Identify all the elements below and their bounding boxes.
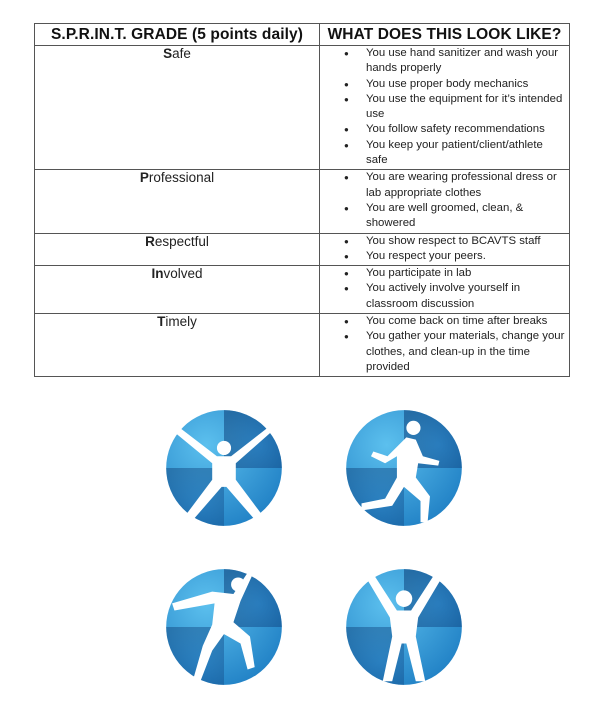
list-item: ● You show respect to BCAVTS staff	[320, 234, 569, 249]
list-item: ● You use proper body mechanics	[320, 77, 569, 92]
details-professional	[320, 170, 570, 233]
row-involved	[35, 266, 570, 314]
header-grade: S.P.R.IN.T. GRADE (5 points daily)	[35, 24, 320, 46]
criterion-respectful: Respectful	[35, 233, 320, 266]
arms-raised-figure-icon	[345, 568, 463, 686]
header-row	[35, 24, 570, 46]
criterion-involved: Involved	[35, 266, 320, 314]
star-jump-figure-icon	[165, 409, 283, 527]
list-item: ● You respect your peers.	[320, 249, 569, 264]
list-item: ● You gather your materials, change your clothes, and clean-up in the time provided	[320, 329, 569, 375]
criterion-safe: Safe	[35, 46, 320, 170]
running-figure-icon	[345, 409, 463, 527]
row-timely	[35, 314, 570, 377]
criterion-timely: Timely	[35, 314, 320, 377]
list-item: ● You keep your patient/client/athlete safe	[320, 138, 569, 169]
details-safe	[320, 46, 570, 170]
list-item: ● You come back on time after breaks	[320, 314, 569, 329]
list-item: ● You participate in lab	[320, 266, 569, 281]
list-item: ● You use the equipment for it’s intended use	[320, 92, 569, 123]
list-item: ● You actively involve yourself in classroom discussion	[320, 281, 569, 312]
header-description: WHAT DOES THIS LOOK LIKE?	[320, 24, 570, 46]
list-item: ● You follow safety recommendations	[320, 122, 569, 137]
sprint-grade-table	[34, 23, 570, 377]
row-professional	[35, 170, 570, 233]
list-item: ● You are wearing professional dress or lab appropriate clothes	[320, 170, 569, 201]
list-item: ● You use hand sanitizer and wash your hands properly	[320, 46, 569, 77]
list-item: ● You are well groomed, clean, & showered	[320, 201, 569, 232]
row-respectful	[35, 233, 570, 266]
criterion-professional: Professional	[35, 170, 320, 233]
row-safe	[35, 46, 570, 170]
leaping-figure-icon	[165, 568, 283, 686]
details-involved	[320, 266, 570, 314]
details-respectful	[320, 233, 570, 266]
details-timely	[320, 314, 570, 377]
